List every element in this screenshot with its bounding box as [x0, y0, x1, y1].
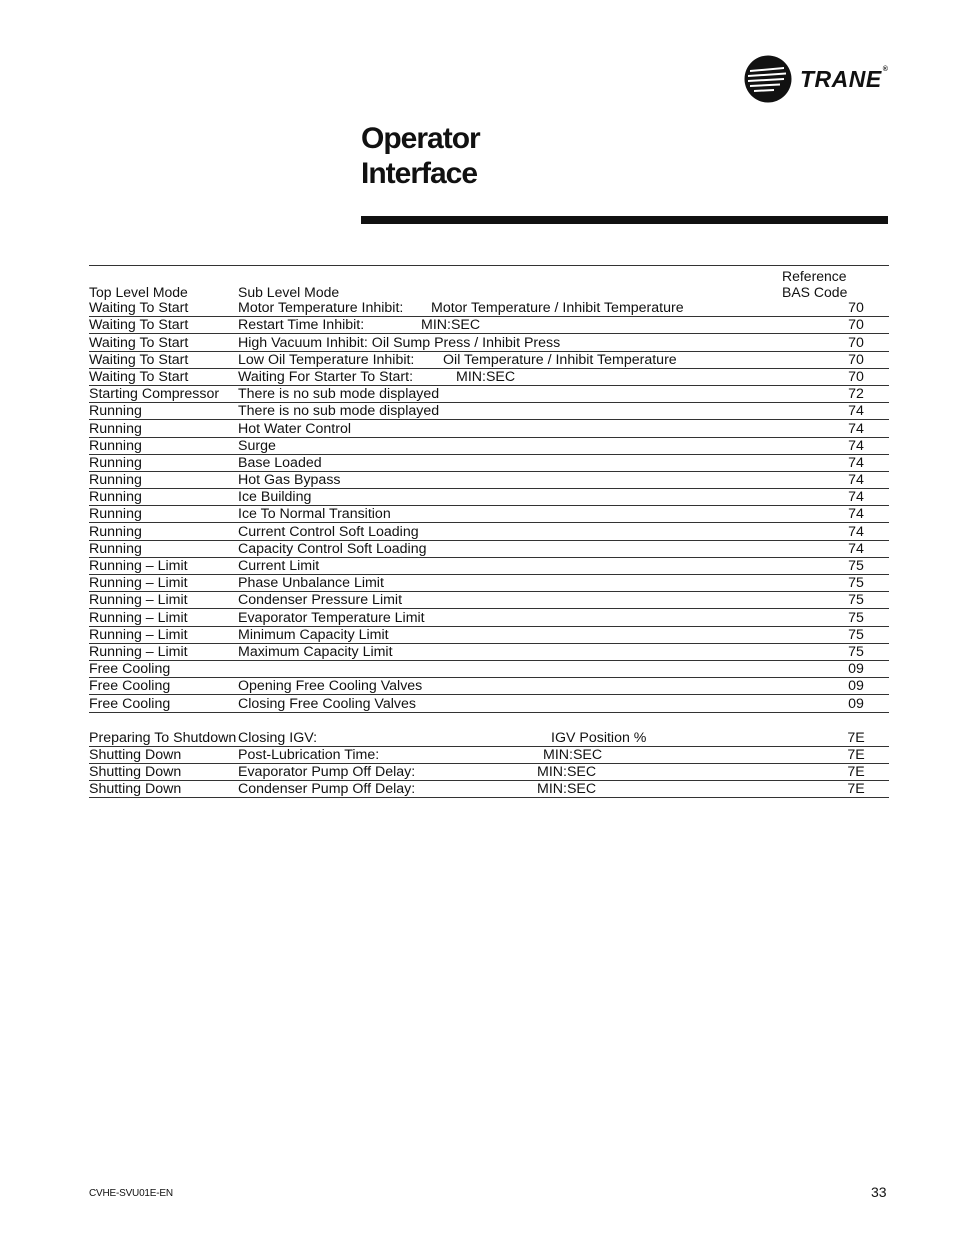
top-level-mode: Running – Limit	[89, 643, 188, 660]
sub-level-mode: Base Loaded	[238, 454, 322, 471]
top-level-mode: Free Cooling	[89, 678, 171, 695]
top-level-mode: Waiting To Start	[89, 334, 189, 351]
bas-code: 09	[848, 695, 864, 712]
sub-level-mode: Waiting For Starter To Start:	[238, 368, 414, 385]
sub-level-mode-cell	[238, 645, 884, 660]
table-row	[89, 747, 889, 764]
top-level-mode: Running	[89, 437, 142, 454]
sub-level-mode: There is no sub mode displayed	[238, 403, 440, 420]
bas-code: 7E	[847, 763, 865, 780]
trane-circle-logo-icon	[744, 55, 792, 103]
sub-level-mode-cell	[238, 353, 884, 368]
sub-level-mode: Hot Gas Bypass	[238, 472, 341, 489]
sub-level-mode: Maximum Capacity Limit	[238, 643, 393, 660]
bas-code: 75	[848, 558, 864, 574]
bas-code: 74	[848, 403, 864, 420]
table-row	[89, 523, 889, 540]
bas-code: 09	[848, 678, 864, 695]
sub-level-mode-cell	[238, 336, 884, 351]
table-row	[89, 352, 889, 369]
page-title	[361, 121, 480, 191]
sub-level-mode: Condenser Pump Off Delay:	[238, 781, 416, 798]
table-row	[89, 420, 889, 437]
title-rule	[361, 216, 888, 224]
bas-code: 70	[848, 368, 864, 385]
top-level-mode: Shutting Down	[89, 763, 182, 780]
bas-code: 74	[848, 489, 864, 506]
top-level-mode: Running – Limit	[89, 575, 188, 592]
bas-code: 74	[848, 420, 864, 437]
sub-level-mode: Surge	[238, 437, 276, 454]
top-level-mode: Running – Limit	[89, 592, 188, 609]
table-row	[89, 541, 889, 558]
sub-level-mode-cell	[238, 525, 884, 540]
sub-level-mode-cell	[238, 628, 884, 643]
table-row	[89, 334, 889, 351]
sub-level-mode-cell	[238, 576, 884, 591]
sub-level-mode-cell	[238, 697, 884, 712]
bas-code: 74	[848, 540, 864, 557]
bas-code: 70	[848, 300, 864, 317]
top-level-mode: Running	[89, 420, 142, 437]
title-line-2: Interface	[361, 157, 478, 190]
top-level-mode: Starting Compressor	[89, 386, 220, 403]
table-row	[89, 695, 889, 712]
page-number: 33	[871, 1184, 887, 1200]
sub-level-mode: There is no sub mode displayed	[238, 386, 440, 403]
top-level-mode: Running	[89, 506, 142, 523]
sub-level-mode-cell	[238, 559, 884, 574]
bas-code: 75	[848, 626, 864, 643]
sub-level-mode: Low Oil Temperature Inhibit:	[238, 351, 415, 368]
top-level-mode: Free Cooling	[89, 661, 171, 678]
sub-level-mode: Restart Time Inhibit:	[238, 317, 365, 334]
top-level-mode: Free Cooling	[89, 695, 171, 712]
sub-level-mode-cell	[238, 593, 884, 608]
mode-table	[89, 265, 889, 798]
table-row	[89, 506, 889, 523]
sub-level-mode: Condenser Pressure Limit	[238, 592, 403, 609]
sub-level-mode-cell	[238, 748, 884, 763]
table-row	[89, 575, 889, 592]
sub-level-mode: Evaporator Pump Off Delay:	[238, 763, 416, 780]
bas-code: 09	[848, 661, 864, 678]
bas-code: 70	[848, 334, 864, 351]
sub-level-value: IGV Position %	[551, 729, 647, 746]
table-row	[89, 386, 889, 403]
table-row	[89, 317, 889, 334]
sub-level-mode: Hot Water Control	[238, 420, 352, 437]
bas-code: 72	[848, 386, 864, 403]
bas-code: 74	[848, 523, 864, 540]
bas-code: 75	[848, 643, 864, 660]
sub-level-mode: Evaporator Temperature Limit	[238, 609, 425, 626]
sub-level-mode-cell	[238, 301, 884, 316]
bas-code: 7E	[847, 781, 865, 798]
sub-level-mode-cell	[238, 387, 884, 402]
bas-code: 75	[848, 609, 864, 626]
table-row	[89, 609, 889, 626]
sub-level-value: MIN:SEC	[543, 746, 603, 763]
sub-level-mode-cell	[238, 318, 884, 333]
header-code: Reference BAS Code	[782, 268, 848, 300]
top-level-mode: Waiting To Start	[89, 300, 189, 317]
sub-level-mode: Ice Building	[238, 489, 312, 506]
sub-level-mode-cell	[238, 473, 884, 488]
sub-level-value: MIN:SEC	[537, 763, 597, 780]
table-row	[89, 661, 889, 678]
sub-level-mode: Minimum Capacity Limit	[238, 626, 389, 643]
top-level-mode: Waiting To Start	[89, 368, 189, 385]
table-row	[89, 455, 889, 472]
table-row	[89, 472, 889, 489]
brand-wordmark: TRANE®	[800, 65, 889, 92]
sub-level-mode-cell	[238, 542, 884, 557]
sub-level-mode: Opening Free Cooling Valves	[238, 678, 423, 695]
sub-level-mode: Closing IGV:	[238, 729, 318, 746]
table-header	[89, 266, 889, 300]
top-level-mode: Waiting To Start	[89, 317, 189, 334]
sub-level-mode: High Vacuum Inhibit: Oil Sump Press / Inhibit Press	[238, 334, 561, 351]
table-body	[89, 300, 889, 798]
sub-level-mode-cell	[238, 507, 884, 522]
sub-level-value: Oil Temperature / Inhibit Temperature	[443, 351, 677, 368]
top-level-mode: Preparing To Shutdown	[89, 729, 237, 746]
top-level-mode: Waiting To Start	[89, 351, 189, 368]
bas-code: 74	[848, 454, 864, 471]
header-top-level: Top Level Mode	[89, 284, 188, 300]
table-row	[89, 713, 889, 747]
sub-level-mode-cell	[238, 404, 884, 419]
header-sub-level: Sub Level Mode	[238, 284, 340, 300]
table-row	[89, 438, 889, 455]
sub-level-mode: Current Control Soft Loading	[238, 523, 419, 540]
sub-level-mode: Phase Unbalance Limit	[238, 575, 384, 592]
sub-level-mode-cell	[238, 456, 884, 471]
bas-code: 70	[848, 317, 864, 334]
bas-code: 75	[848, 575, 864, 592]
bas-code: 70	[848, 351, 864, 368]
sub-level-mode: Current Limit	[238, 558, 320, 574]
sub-level-value: MIN:SEC	[537, 781, 597, 798]
sub-level-mode-cell	[238, 422, 884, 437]
sub-level-mode-cell	[238, 662, 884, 677]
sub-level-mode-cell	[238, 439, 884, 454]
top-level-mode: Running	[89, 403, 142, 420]
sub-level-mode: Ice To Normal Transition	[238, 506, 391, 523]
table-row	[89, 558, 889, 575]
table-row	[89, 644, 889, 661]
trane-logo	[744, 54, 888, 104]
sub-level-mode-cell	[238, 370, 884, 385]
sub-level-mode: Closing Free Cooling Valves	[238, 695, 416, 712]
sub-level-mode-cell	[238, 490, 884, 505]
sub-level-mode-cell	[238, 679, 884, 694]
sub-level-mode: Capacity Control Soft Loading	[238, 540, 427, 557]
bas-code: 75	[848, 592, 864, 609]
table-row	[89, 403, 889, 420]
sub-level-mode: Motor Temperature Inhibit:	[238, 300, 404, 317]
table-row	[89, 781, 889, 798]
top-level-mode: Running – Limit	[89, 626, 188, 643]
bas-code: 7E	[847, 729, 865, 746]
sub-level-mode-cell	[238, 782, 884, 797]
document-code: CVHE-SVU01E-EN	[89, 1188, 173, 1199]
sub-level-value: MIN:SEC	[421, 317, 481, 334]
top-level-mode: Running – Limit	[89, 609, 188, 626]
top-level-mode: Shutting Down	[89, 781, 182, 798]
table-row	[89, 678, 889, 695]
table-row	[89, 489, 889, 506]
table-row	[89, 627, 889, 644]
bas-code: 74	[848, 506, 864, 523]
sub-level-mode-cell	[238, 765, 884, 780]
title-line-1: Operator	[361, 122, 480, 155]
bas-code: 74	[848, 472, 864, 489]
top-level-mode: Running	[89, 472, 142, 489]
bas-code: 7E	[847, 746, 865, 763]
table-row	[89, 300, 889, 317]
sub-level-value: MIN:SEC	[456, 368, 516, 385]
top-level-mode: Running	[89, 540, 142, 557]
top-level-mode: Running – Limit	[89, 558, 188, 574]
sub-level-mode-cell	[238, 731, 884, 746]
top-level-mode: Running	[89, 454, 142, 471]
sub-level-value: Motor Temperature / Inhibit Temperature	[431, 300, 684, 317]
top-level-mode: Running	[89, 523, 142, 540]
sub-level-mode: Post-Lubrication Time:	[238, 746, 380, 763]
table-row	[89, 592, 889, 609]
top-level-mode: Running	[89, 489, 142, 506]
sub-level-mode-cell	[238, 611, 884, 626]
table-row	[89, 369, 889, 386]
bas-code: 74	[848, 437, 864, 454]
table-row	[89, 764, 889, 781]
top-level-mode: Shutting Down	[89, 746, 182, 763]
